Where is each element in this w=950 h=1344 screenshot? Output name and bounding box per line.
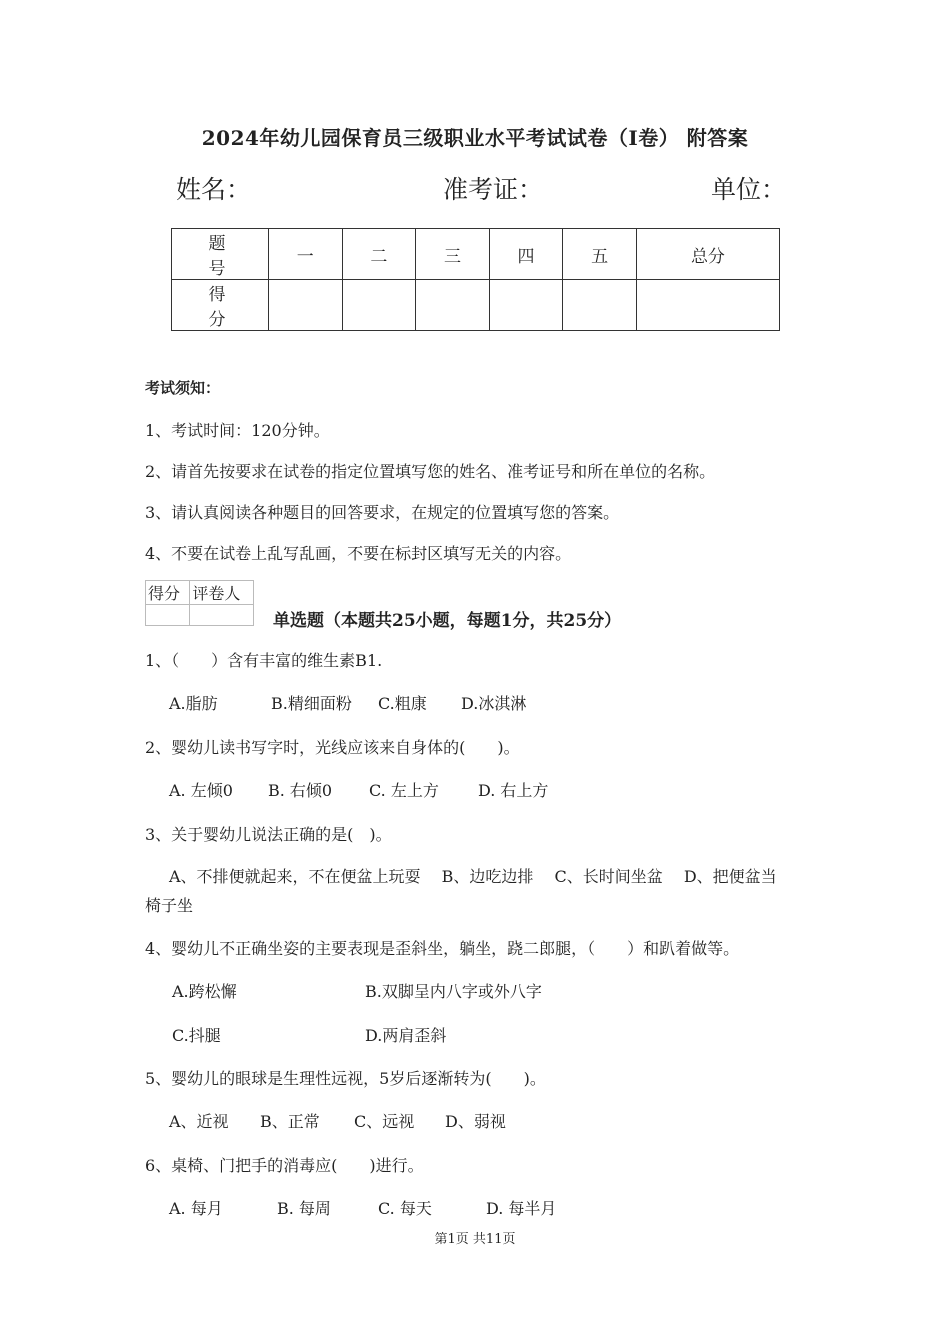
- question-option: A.脂肪: [169, 694, 218, 713]
- notice-item: 4、不要在试卷上乱写乱画，不要在标封区填写无关的内容。: [145, 544, 572, 563]
- question-option: B. 右倾0: [268, 781, 333, 800]
- score-cell[interactable]: [342, 280, 416, 331]
- question-stem: 5、婴幼儿的眼球是生理性远视，5岁后逐渐转为( )。: [145, 1069, 546, 1088]
- score-table-column-header: 五: [563, 229, 637, 280]
- question-options-line: 椅子坐: [145, 896, 194, 915]
- notice-item: 1、考试时间：120分钟。: [145, 421, 330, 440]
- question-option: B. 每周: [277, 1199, 331, 1218]
- grader-box: [145, 580, 254, 626]
- score-cell[interactable]: [563, 280, 637, 331]
- question-option: A、近视: [169, 1112, 229, 1131]
- question-option: D.两肩歪斜: [365, 1026, 447, 1045]
- notice-item: 2、请首先按要求在试卷的指定位置填写您的姓名、准考证号和所在单位的名称。: [145, 462, 716, 481]
- question-option: A. 每月: [169, 1199, 223, 1218]
- section-title: 单选题（本题共25小题，每题1分，共25分）: [273, 611, 622, 631]
- question-option: C. 每天: [378, 1199, 432, 1218]
- question-option: C.抖腿: [172, 1026, 221, 1045]
- question-option: B、正常: [260, 1112, 320, 1131]
- score-table-column-header: 一: [269, 229, 343, 280]
- exam-id-field-label: 准考证：: [443, 175, 544, 204]
- page-footer: 第1页 共11页: [434, 1232, 516, 1247]
- score-cell[interactable]: [489, 280, 563, 331]
- name-field-label: 姓名：: [176, 175, 252, 204]
- score-table-column-header: 总分: [636, 229, 779, 280]
- score-table-score-row: [172, 280, 780, 331]
- page-title: 2024年幼儿园保育员三级职业水平考试试卷（I卷） 附答案: [201, 126, 749, 150]
- question-option: A.跨松懈: [172, 982, 237, 1001]
- question-option: B.精细面粉: [271, 694, 352, 713]
- question-option: C. 左上方: [369, 781, 439, 800]
- question-option: D. 右上方: [478, 781, 549, 800]
- score-table-row-header: 题 号: [172, 229, 269, 280]
- grader-box-grader-cell[interactable]: [190, 605, 254, 626]
- notice-item: 3、请认真阅读各种题目的回答要求，在规定的位置填写您的答案。: [145, 503, 620, 522]
- question-option: D、弱视: [445, 1112, 506, 1131]
- score-table-row-header: 得 分: [172, 280, 269, 331]
- question-options-line: A、不排便就起来，不在便盆上玩耍 B、边吃边排 C、长时间坐盆 D、把便盆当: [169, 867, 777, 886]
- score-cell[interactable]: [416, 280, 490, 331]
- score-table-column-header: 四: [489, 229, 563, 280]
- grader-box-score-label: 得分: [146, 581, 190, 605]
- question-option: C、远视: [354, 1112, 415, 1131]
- question-stem: 3、关于婴幼儿说法正确的是( )。: [145, 825, 392, 844]
- score-table: [171, 228, 780, 331]
- question-stem: 6、桌椅、门把手的消毒应( )进行。: [145, 1156, 424, 1175]
- score-table-header-row: [172, 229, 780, 280]
- question-option: B.双脚呈内八字或外八字: [365, 982, 542, 1001]
- question-option: D.冰淇淋: [461, 694, 527, 713]
- unit-field-label: 单位：: [711, 175, 787, 204]
- question-option: A. 左倾0: [169, 781, 233, 800]
- score-cell[interactable]: [636, 280, 779, 331]
- question-stem: 4、婴幼儿不正确坐姿的主要表现是歪斜坐，躺坐，跷二郎腿，（ ）和趴着做等。: [145, 939, 740, 958]
- score-cell[interactable]: [269, 280, 343, 331]
- question-stem: 1、（ ）含有丰富的维生素B1.: [145, 651, 383, 670]
- question-stem: 2、婴幼儿读书写字时，光线应该来自身体的( )。: [145, 738, 520, 757]
- notice-heading: 考试须知：: [145, 379, 221, 397]
- score-table-column-header: 二: [342, 229, 416, 280]
- grader-box-grader-label: 评卷人: [190, 581, 254, 605]
- grader-box-score-cell[interactable]: [146, 605, 190, 626]
- question-option: D. 每半月: [486, 1199, 557, 1218]
- question-option: C.粗康: [378, 694, 427, 713]
- score-table-column-header: 三: [416, 229, 490, 280]
